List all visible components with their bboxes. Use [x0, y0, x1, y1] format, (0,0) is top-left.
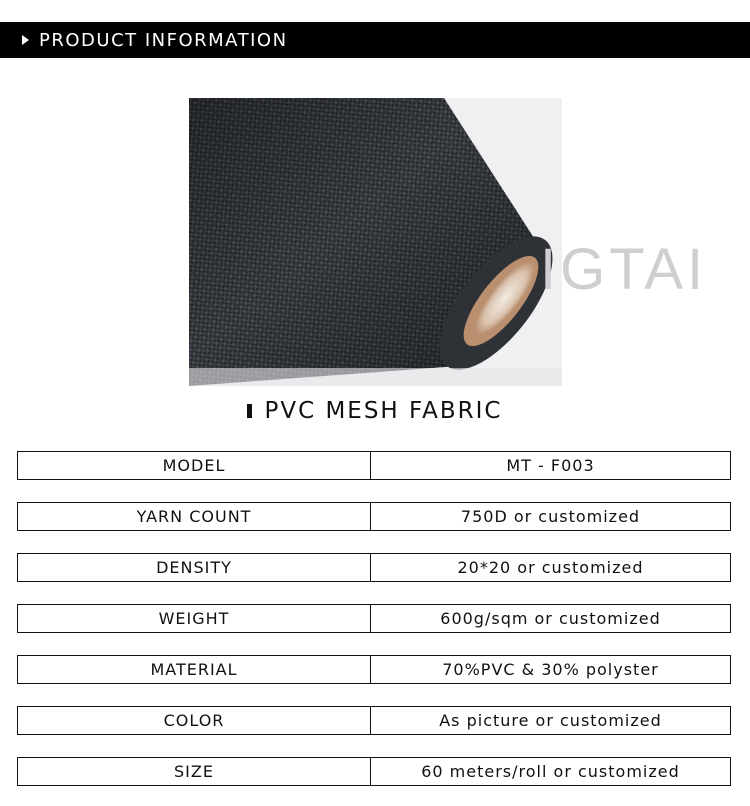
spec-label: WEIGHT	[18, 605, 371, 632]
product-title-row	[0, 395, 750, 427]
spec-value: 70%PVC & 30% polyster	[442, 660, 659, 679]
spec-label: MATERIAL	[18, 656, 371, 683]
spec-label: YARN COUNT	[18, 503, 371, 530]
spec-row-model	[17, 451, 731, 480]
spec-value: 600g/sqm or customized	[440, 609, 661, 628]
spec-row-density	[17, 553, 731, 582]
spec-label: DENSITY	[18, 554, 371, 581]
spec-row-weight	[17, 604, 731, 633]
spec-row-material	[17, 655, 731, 684]
spec-value: As picture or customized	[439, 711, 662, 730]
spec-row-color	[17, 706, 731, 735]
spec-label: MODEL	[18, 452, 371, 479]
spec-label: SIZE	[18, 758, 371, 785]
fabric-roll-image	[189, 98, 562, 386]
triangle-right-icon	[22, 35, 29, 45]
spec-value: 20*20 or customized	[457, 558, 644, 577]
spec-label: COLOR	[18, 707, 371, 734]
spec-value: 60 meters/roll or customized	[421, 762, 680, 781]
spec-row-yarn-count	[17, 502, 731, 531]
product-title: PVC MESH FABRIC	[264, 398, 503, 424]
spec-value: MT - F003	[506, 456, 595, 475]
section-header	[0, 22, 750, 58]
spec-row-size	[17, 757, 731, 786]
section-title: PRODUCT INFORMATION	[39, 29, 288, 51]
square-bullet-icon	[247, 404, 252, 418]
product-photo	[189, 98, 562, 386]
brand-watermark: IGTAI	[540, 237, 708, 302]
spec-value: 750D or customized	[460, 507, 641, 526]
